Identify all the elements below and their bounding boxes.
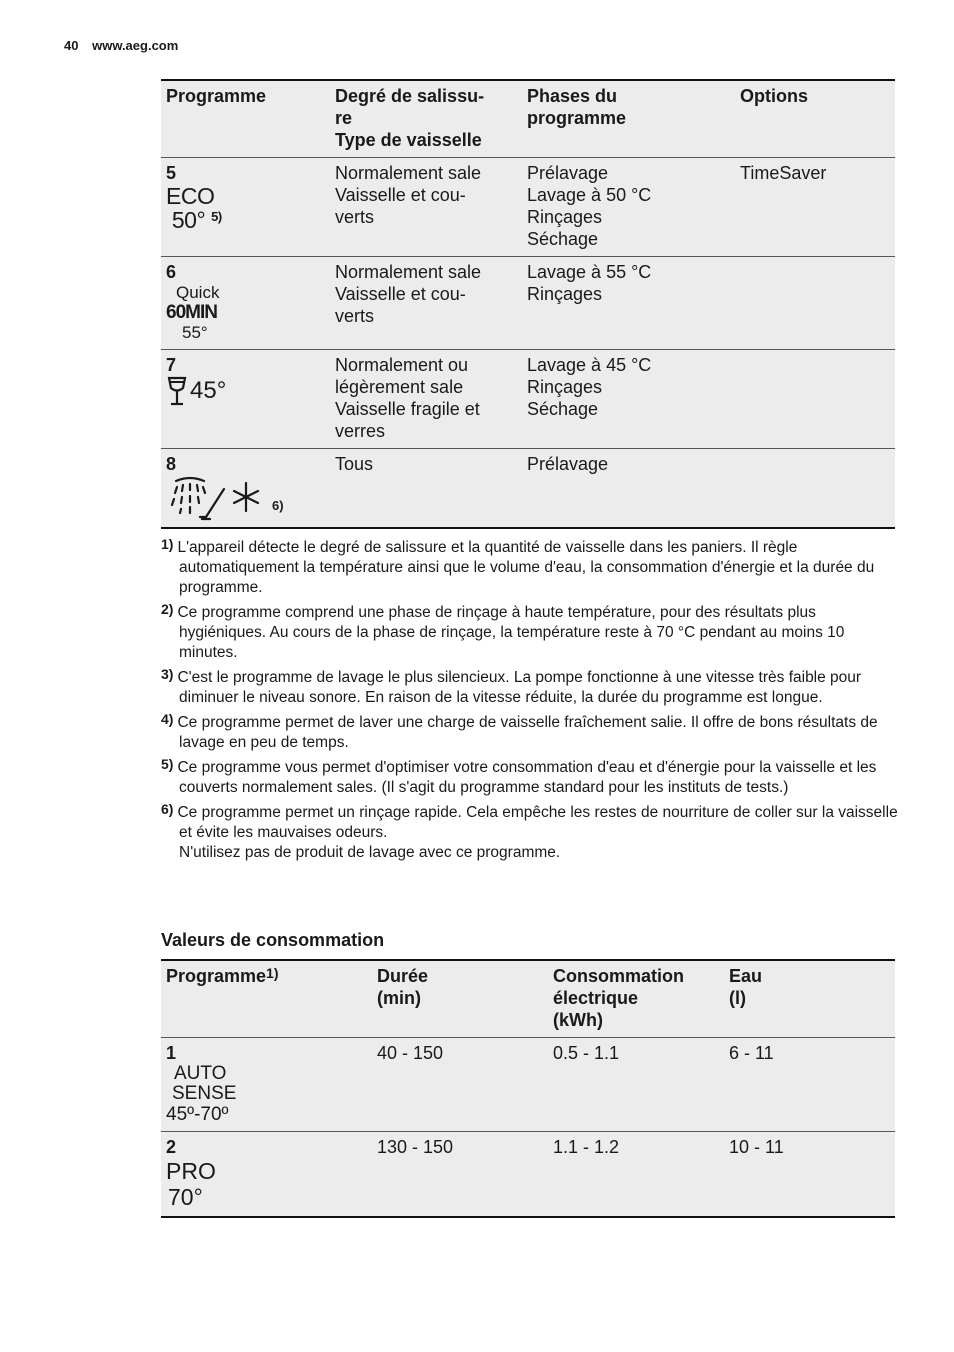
header-programme: Programme bbox=[166, 86, 267, 106]
consumption-table bbox=[161, 959, 895, 1218]
header-degre: Degré de salissu- re Type de vaisselle bbox=[335, 86, 485, 150]
footnote-item: 3) C'est le programme de lavage le plus silencieux. La pompe fonctionne à une vitesse très faible pour diminuer le niveau sonore. En raison de la vitesse réduite, la durée du programme est longue. bbox=[161, 666, 862, 706]
programme-table bbox=[161, 79, 895, 529]
header-options: Options bbox=[740, 86, 808, 106]
eco-symbol: ECO bbox=[166, 183, 215, 209]
table-row bbox=[161, 1038, 895, 1132]
footnote-item: 1) L'appareil détecte le degré de salissure et la quantité de vaisselle dans les paniers. Il règle automatiquement la température ainsi que le volume d'eau, la consommation d'énergie et la durée du programme. bbox=[161, 536, 875, 596]
rinse-and-hold-icon bbox=[166, 475, 266, 521]
table-row bbox=[161, 1132, 895, 1218]
consommation-cell: 1.1 - 1.2 bbox=[553, 1137, 620, 1157]
pro-symbol: PRO bbox=[166, 1158, 216, 1184]
eau-cell: 6 - 11 bbox=[729, 1043, 774, 1063]
consommation-cell: 0.5 - 1.1 bbox=[553, 1043, 620, 1063]
programme-cell bbox=[161, 449, 330, 529]
table-header-row bbox=[161, 960, 895, 1038]
options-cell: TimeSaver bbox=[740, 163, 827, 183]
programme-cell: 2 PRO 70° bbox=[161, 1132, 372, 1218]
quick-symbol: Quick bbox=[176, 283, 220, 302]
options-cell bbox=[735, 350, 895, 449]
duree-cell: 130 - 150 bbox=[377, 1137, 454, 1157]
programme-cell: 1 AUTO SENSE 45º-70º bbox=[161, 1038, 372, 1132]
table-row bbox=[161, 449, 895, 529]
table-header-row bbox=[161, 80, 895, 158]
table-row bbox=[161, 350, 895, 449]
table-row bbox=[161, 158, 895, 257]
eau-cell: 10 - 11 bbox=[729, 1137, 784, 1157]
programme-number: 8 bbox=[166, 454, 177, 474]
footnotes bbox=[161, 538, 901, 868]
phases-cell: Prélavage Lavage à 50 °C Rinçages Séchage bbox=[527, 163, 652, 249]
duree-cell: 40 - 150 bbox=[377, 1043, 444, 1063]
programme-cell: 6 Quick 60MIN 55° bbox=[161, 257, 330, 350]
phases-cell: Lavage à 55 °C Rinçages bbox=[527, 262, 652, 304]
footnote-ref: 6) bbox=[272, 498, 284, 513]
programme-cell: 5 ECO 50° $^{5)}$ bbox=[161, 158, 330, 257]
header-duree: Durée (min) bbox=[377, 966, 429, 1008]
programme-cell: 7 45° bbox=[161, 350, 330, 449]
section-title: Valeurs de consommation bbox=[161, 930, 385, 950]
auto-sense-symbol: AUTO bbox=[174, 1063, 227, 1084]
page-number: 40 bbox=[64, 38, 79, 53]
footnote-ref: 5) bbox=[211, 209, 222, 225]
degre-cell: Normalement sale Vaisselle et cou- verts bbox=[335, 262, 482, 326]
programme-number: 5 bbox=[166, 163, 177, 183]
options-cell bbox=[735, 449, 895, 529]
website-url: www.aeg.com bbox=[92, 38, 179, 53]
table-row bbox=[161, 257, 895, 350]
footnote-item: 4) Ce programme permet de laver une charge de vaisselle fraîchement salie. Il offre de bons résultats de lavage en peu de temps. bbox=[161, 711, 878, 751]
options-cell bbox=[735, 257, 895, 350]
header-consommation: Consommation électrique (kWh) bbox=[553, 966, 685, 1030]
programme-number: 7 bbox=[166, 355, 177, 375]
programme-number: 6 bbox=[166, 262, 177, 282]
degre-cell: Normalement ou légèrement sale Vaisselle fragile et verres bbox=[335, 355, 480, 441]
degre-cell: Normalement sale Vaisselle et cou- verts bbox=[335, 163, 482, 227]
header-phases: Phases du programme bbox=[527, 86, 627, 128]
programme-number: 1 bbox=[166, 1043, 177, 1063]
degre-cell: Tous bbox=[335, 454, 374, 474]
wine-glass-icon bbox=[166, 376, 188, 406]
phases-cell: Prélavage bbox=[527, 454, 609, 474]
footnote-item: 2) Ce programme comprend une phase de rinçage à haute température, pour des résultats plus hygiéniques. Au cours de la phase de rinçage, la température reste à 70 °C pendant au moins 10 minutes. bbox=[161, 601, 845, 661]
phases-cell: Lavage à 45 °C Rinçages Séchage bbox=[527, 355, 652, 419]
footnote-item: 5) Ce programme vous permet d'optimiser votre consommation d'eau et d'énergie pour la vaisselle et les couverts normalement sales. (Il s'agit du programme standard pour les instituts de tests.) bbox=[161, 756, 877, 796]
header-eau: Eau (l) bbox=[729, 966, 763, 1008]
header-programme: Programme$^{1)}$ bbox=[166, 965, 279, 986]
footnote-ref: 1) bbox=[266, 965, 279, 981]
programme-number: 2 bbox=[166, 1137, 177, 1157]
page-header bbox=[64, 38, 178, 53]
footnote-item: 6) Ce programme permet un rinçage rapide. Cela empêche les restes de nourriture de coller sur la vaisselle et évite les mauvaises odeurs. N'utilisez pas de produit de lavage avec ce programme. bbox=[161, 801, 898, 861]
